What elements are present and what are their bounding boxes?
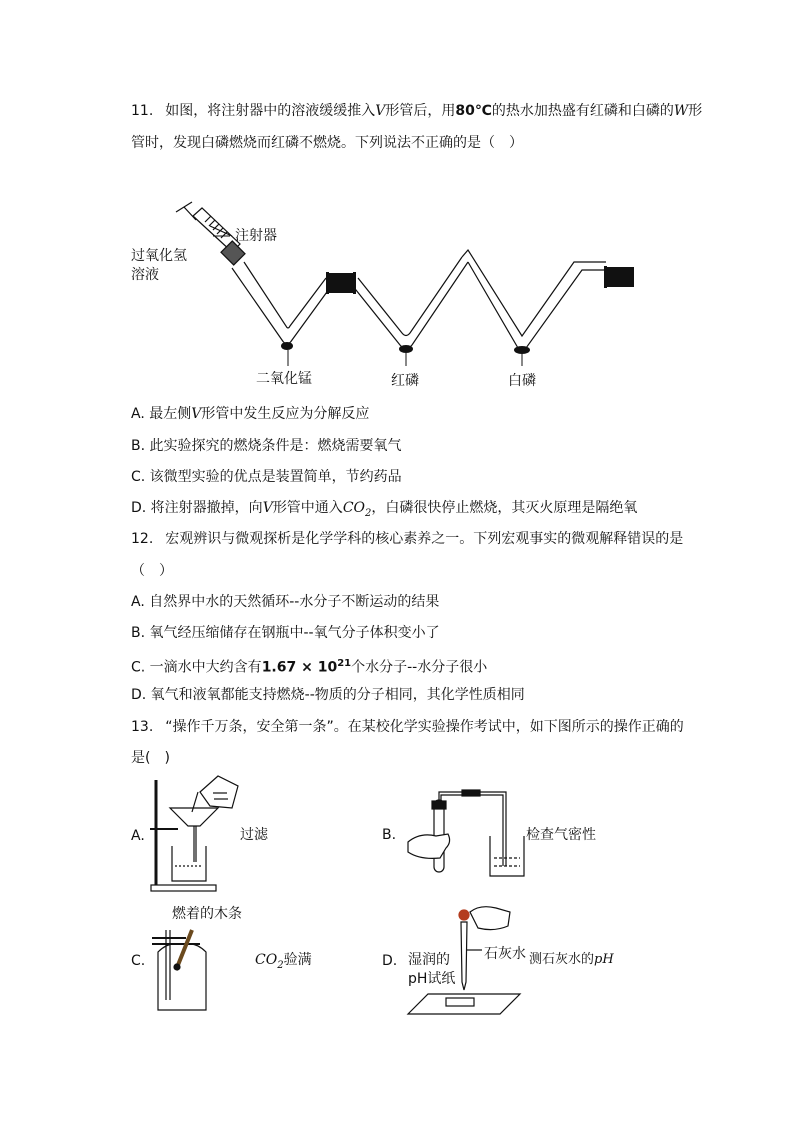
q13-d-wet2: pH试纸 — [408, 971, 456, 987]
q13-d-label: 测石灰水的pH — [529, 952, 614, 967]
label-peroxide-1: 过氧化氢 — [131, 248, 187, 264]
q12-option-d: D. 氧气和液氧都能支持燃烧--物质的分子相同，其化学性质相同 — [131, 687, 525, 703]
q13-b-letter: B. — [382, 827, 397, 843]
q13-number: 13. — [131, 719, 154, 735]
q12-option-a: A. 自然界中水的天然循环--水分子不断运动的结果 — [131, 594, 440, 610]
q13-c-top-label: 燃着的木条 — [172, 906, 242, 922]
q11-option-c: C. 该微型实验的优点是装置简单，节约药品 — [131, 469, 402, 485]
q11-stem-line1: 11. 如图，将注射器中的溶液缓缓推入V形管后，用80℃的热水加热盛有红磷和白磷的W形 — [131, 103, 703, 119]
q12-option-c: C. 一滴水中大约含有$1.67 \times 10^{21}$个水分子--水分子很小 — [131, 658, 488, 676]
label-red-p: 红磷 — [391, 373, 419, 389]
q13-stem-line2: 是( ) — [131, 750, 170, 766]
q13-d-lime: 石灰水 — [484, 946, 526, 962]
q11-option-a: A. 最左侧V形管中发生反应为分解反应 — [131, 406, 370, 422]
label-mno2: 二氧化锰 — [256, 371, 312, 387]
label-peroxide-2: 溶液 — [131, 267, 159, 283]
label-syringe: 注射器 — [235, 228, 277, 244]
label-white-p: 白磷 — [508, 373, 536, 389]
q11-option-d: D. 将注射器撤掉，向V形管中通入$CO_2$，白磷很快停止燃烧，其灭火原理是隔绝氧 — [131, 500, 638, 519]
q11-option-b: B. 此实验探究的燃烧条件是：燃烧需要氧气 — [131, 438, 402, 454]
q13-a-label: 过滤 — [240, 827, 268, 843]
q13-b-label: 检查气密性 — [526, 827, 596, 843]
q13-stem-line1: 13. “操作千万条，安全第一条”。在某校化学实验操作考试中，如下图所示的操作正确的 — [131, 719, 684, 735]
q13-d-wet1: 湿润的 — [408, 952, 450, 968]
q11-stem-line2: 管时，发现白磷燃烧而红磷不燃烧。下列说法不正确的是（ ） — [131, 135, 523, 151]
q13-d-letter: D. — [382, 953, 398, 969]
q13-c-letter: C. — [131, 953, 146, 969]
q12-stem-line1: 12. 宏观辨识与微观探析是化学学科的核心素养之一。下列宏观事实的微观解释错误的是 — [131, 531, 684, 547]
q12-number: 12. — [131, 531, 154, 547]
q12-stem-line2: （ ） — [131, 563, 173, 579]
q13-a-letter: A. — [131, 828, 145, 844]
q13-c-label: $CO_2$验满 — [255, 952, 312, 971]
q12-option-b: B. 氧气经压缩储存在钢瓶中--氧气分子体积变小了 — [131, 625, 440, 641]
q11-number: 11. — [131, 103, 154, 119]
